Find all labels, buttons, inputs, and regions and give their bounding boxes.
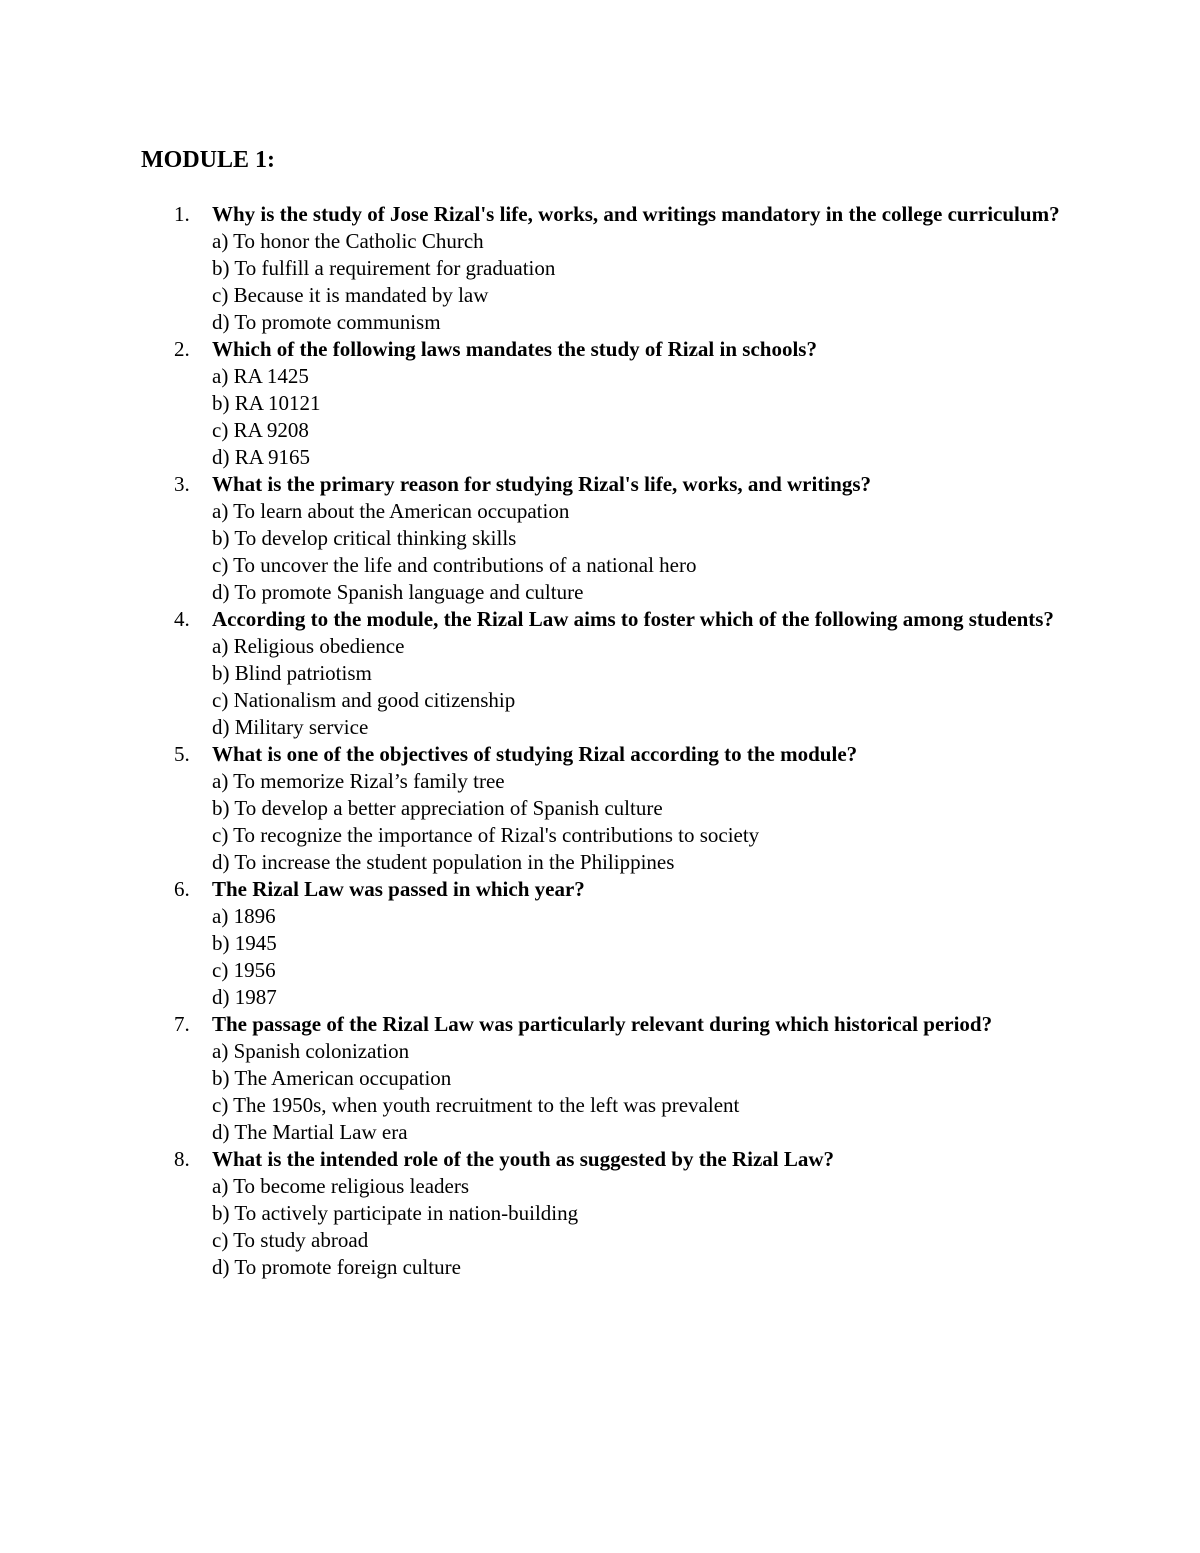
choice-a: a) Religious obedience: [212, 634, 405, 658]
choice-d: d) Military service: [212, 715, 369, 739]
choice-c: c) Because it is mandated by law: [212, 283, 489, 307]
choice-a: a) To memorize Rizal’s family tree: [212, 769, 505, 793]
question-number: 1.: [174, 202, 190, 226]
choice-a: a) RA 1425: [212, 364, 309, 388]
choice-b: b) Blind patriotism: [212, 661, 372, 685]
question-item: [0, 741, 1072, 876]
choice-c: c) Nationalism and good citizenship: [212, 688, 516, 712]
choice-c: c) The 1950s, when youth recruitment to the left was prevalent: [212, 1093, 740, 1117]
question-number: 2.: [174, 337, 190, 361]
question-text: What is the primary reason for studying Rizal's life, works, and writings?: [212, 472, 871, 496]
question-item: [0, 201, 1072, 336]
question-item: [0, 471, 1072, 606]
choice-c: c) RA 9208: [212, 418, 309, 442]
choice-d: d) RA 9165: [212, 445, 311, 469]
question-text: What is one of the objectives of studying Rizal according to the module?: [212, 742, 858, 766]
question-text: The Rizal Law was passed in which year?: [212, 877, 585, 901]
choice-b: b) 1945: [212, 931, 277, 955]
question-number: 5.: [174, 742, 190, 766]
choice-b: b) To develop critical thinking skills: [212, 526, 517, 550]
question-number: 8.: [174, 1147, 190, 1171]
choice-b: b) To develop a better appreciation of Spanish culture: [212, 796, 663, 820]
choice-a: a) To honor the Catholic Church: [212, 229, 484, 253]
question-item: [0, 876, 1072, 1011]
choice-d: d) To promote communism: [212, 310, 441, 334]
question-number: 4.: [174, 607, 190, 631]
question-text: According to the module, the Rizal Law aims to foster which of the following among students?: [212, 607, 1054, 631]
choice-b: b) The American occupation: [212, 1066, 452, 1090]
module-title: MODULE 1:: [141, 147, 275, 173]
question-number: 6.: [174, 877, 190, 901]
choice-c: c) To study abroad: [212, 1228, 369, 1252]
choice-d: d) To promote Spanish language and culture: [212, 580, 584, 604]
choice-d: d) 1987: [212, 985, 277, 1009]
question-item: [0, 1146, 1072, 1281]
choice-d: d) To promote foreign culture: [212, 1255, 461, 1279]
choice-a: a) To become religious leaders: [212, 1174, 470, 1198]
choice-b: b) To fulfill a requirement for graduation: [212, 256, 556, 280]
choice-a: a) To learn about the American occupation: [212, 499, 570, 523]
question-text: Why is the study of Jose Rizal's life, works, and writings mandatory in the college curriculum?: [212, 202, 1060, 226]
choice-c: c) To uncover the life and contributions of a national hero: [212, 553, 697, 577]
question-list: [0, 201, 1200, 1281]
question-item: [0, 336, 1072, 471]
choice-d: d) To increase the student population in the Philippines: [212, 850, 675, 874]
question-number: 7.: [174, 1012, 190, 1036]
choice-a: a) 1896: [212, 904, 276, 928]
choice-b: b) To actively participate in nation-building: [212, 1201, 579, 1225]
question-text: Which of the following laws mandates the study of Rizal in schools?: [212, 337, 817, 361]
choice-a: a) Spanish colonization: [212, 1039, 410, 1063]
question-text: What is the intended role of the youth as suggested by the Rizal Law?: [212, 1147, 835, 1171]
question-text: The passage of the Rizal Law was particularly relevant during which historical period?: [212, 1012, 993, 1036]
choice-b: b) RA 10121: [212, 391, 321, 415]
question-item: [0, 606, 1072, 741]
choice-d: d) The Martial Law era: [212, 1120, 408, 1144]
question-number: 3.: [174, 472, 190, 496]
choice-c: c) To recognize the importance of Rizal's contributions to society: [212, 823, 760, 847]
choice-c: c) 1956: [212, 958, 276, 982]
question-item: [0, 1011, 1072, 1146]
